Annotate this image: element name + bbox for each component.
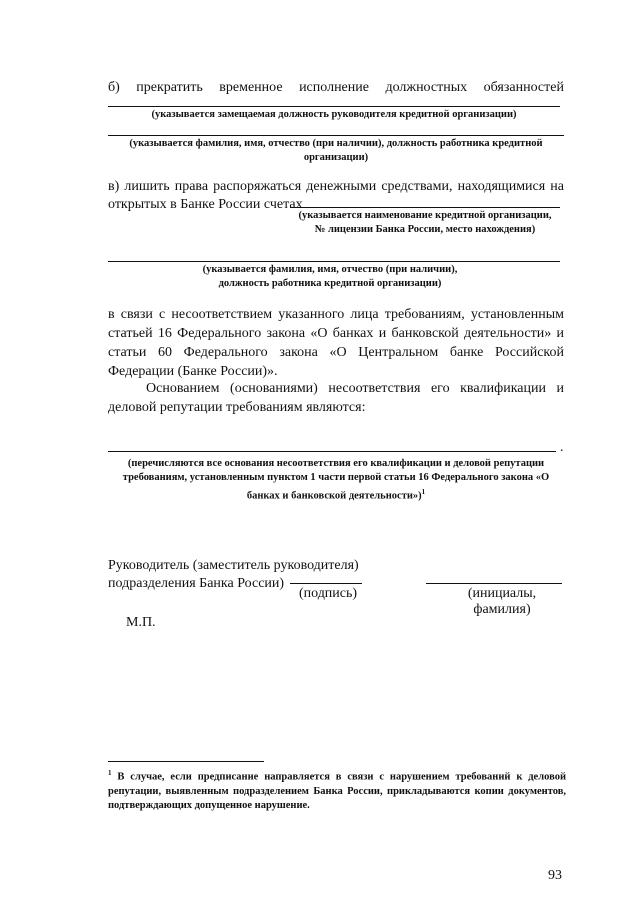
item-v-line2: открытых в Банке России счетах <box>108 197 303 212</box>
caption-organization-1: (указывается наименование кредитной организации, <box>298 210 552 221</box>
blank-line-position <box>108 106 560 107</box>
page-number: 93 <box>548 868 562 883</box>
caption-person-2a: (указывается фамилия, имя, отчество (при наличии), <box>202 264 458 275</box>
signatory-role-line1: Руководитель (заместитель руководителя) <box>108 558 359 573</box>
grounds-paragraph: Основанием (основаниями) несоответствия его квалификации и деловой репутации требованиям являются: <box>108 381 564 415</box>
item-b-line <box>108 80 564 96</box>
caption-position: (указывается замещаемая должность руководителя кредитной организации) <box>151 109 517 120</box>
item-b-word: б) <box>108 80 120 95</box>
grounds-line-end-dot: . <box>560 440 564 455</box>
reason-paragraph: в связи с несоответствием указанного лица требованиям, установленным статьей 16 Федерального закона «О банках и банковской деятельности» и статьи 60 Федерального закона «О Центральном банке Российской Федерации (Банке России)». <box>108 307 564 379</box>
footnote-reference: 1 <box>421 488 426 496</box>
item-b-word: должностных <box>385 80 468 95</box>
stamp-placeholder: М.П. <box>126 615 156 630</box>
signatory-role-line2: подразделения Банка России) <box>108 576 285 591</box>
blank-line-person <box>108 135 564 136</box>
blank-line-grounds <box>108 451 556 452</box>
name-caption: (инициалы, фамилия) <box>467 586 537 617</box>
footnote <box>108 766 566 813</box>
signature-line <box>290 583 362 584</box>
caption-person-2b: должность работника кредитной организации) <box>218 278 442 289</box>
item-b-word: обязанностей <box>483 80 564 95</box>
caption-organization-2: № лицензии Банка России, место нахождения) <box>314 224 536 235</box>
blank-line-organization <box>290 207 560 208</box>
footnote-text: В случае, если предписание направляется в связи с нарушением требований к деловой репутации, выявленным подразделением Банка России, прикладываются копии документов, подтверждающих допущенное нарушение. <box>108 771 566 811</box>
item-b-word: временное <box>219 80 283 95</box>
signature-caption: (подпись) <box>298 586 358 601</box>
grounds-caption: (перечисляются все основания несоответствия его квалификации и деловой репутации требованиям, установленным пунктом 1 части первой статьи 16 Федерального закона «О банках и банковской деятельности»)$^1$ <box>122 458 550 502</box>
blank-line-person-2 <box>108 261 560 262</box>
footnote-separator <box>108 761 264 762</box>
name-line <box>426 583 562 584</box>
caption-person: (указывается фамилия, имя, отчество (при наличии), должность работника кредитной организации) <box>129 138 543 163</box>
footnote-mark: 1 <box>108 769 112 777</box>
item-b-word: прекратить <box>136 80 203 95</box>
item-b-word: исполнение <box>299 80 369 95</box>
item-v-line1: в) лишить права распоряжаться денежными средствами, находящимися на <box>108 179 564 194</box>
